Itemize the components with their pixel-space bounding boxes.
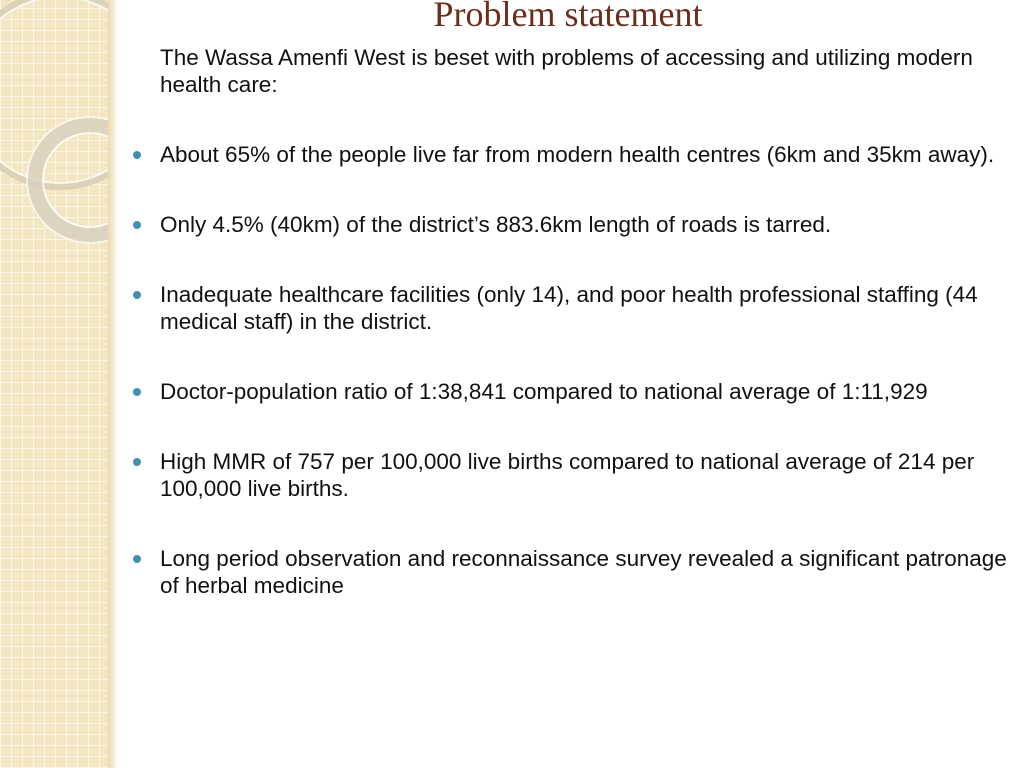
bullet-item	[160, 281, 1016, 335]
slide-title: Problem statement	[433, 0, 703, 34]
bullet-item	[160, 141, 1016, 168]
bullet-text: Doctor-population ratio of 1:38,841 compared to national average of 1:11,929	[160, 379, 928, 404]
bullet-item	[160, 211, 1016, 238]
bullet-list	[160, 141, 1016, 599]
decorative-side-panel	[0, 0, 112, 768]
slide-body	[160, 44, 1016, 642]
bullet-text: Inadequate healthcare facilities (only 14), and poor health professional staffing (44 medical staff) in the district.	[160, 282, 978, 334]
bullet-item	[160, 448, 1016, 502]
intro-text: The Wassa Amenfi West is beset with problems of accessing and utilizing modern health care:	[160, 45, 973, 97]
bullet-dot-icon	[133, 555, 141, 563]
bullet-dot-icon	[133, 458, 141, 466]
bullet-text: Long period observation and reconnaissance survey revealed a significant patronage of herbal medicine	[160, 546, 1007, 598]
side-panel-edge	[108, 0, 118, 768]
bullet-item	[160, 545, 1016, 599]
bullet-item	[160, 378, 1016, 405]
bullet-dot-icon	[133, 151, 141, 159]
bullet-dot-icon	[133, 291, 141, 299]
bullet-dot-icon	[133, 221, 141, 229]
bullet-text: High MMR of 757 per 100,000 live births compared to national average of 214 per 100,000 live births.	[160, 449, 975, 501]
bullet-text: Only 4.5% (40km) of the district’s 883.6km length of roads is tarred.	[160, 212, 832, 237]
bullet-text: About 65% of the people live far from modern health centres (6km and 35km away).	[160, 142, 995, 167]
bullet-dot-icon	[133, 388, 141, 396]
